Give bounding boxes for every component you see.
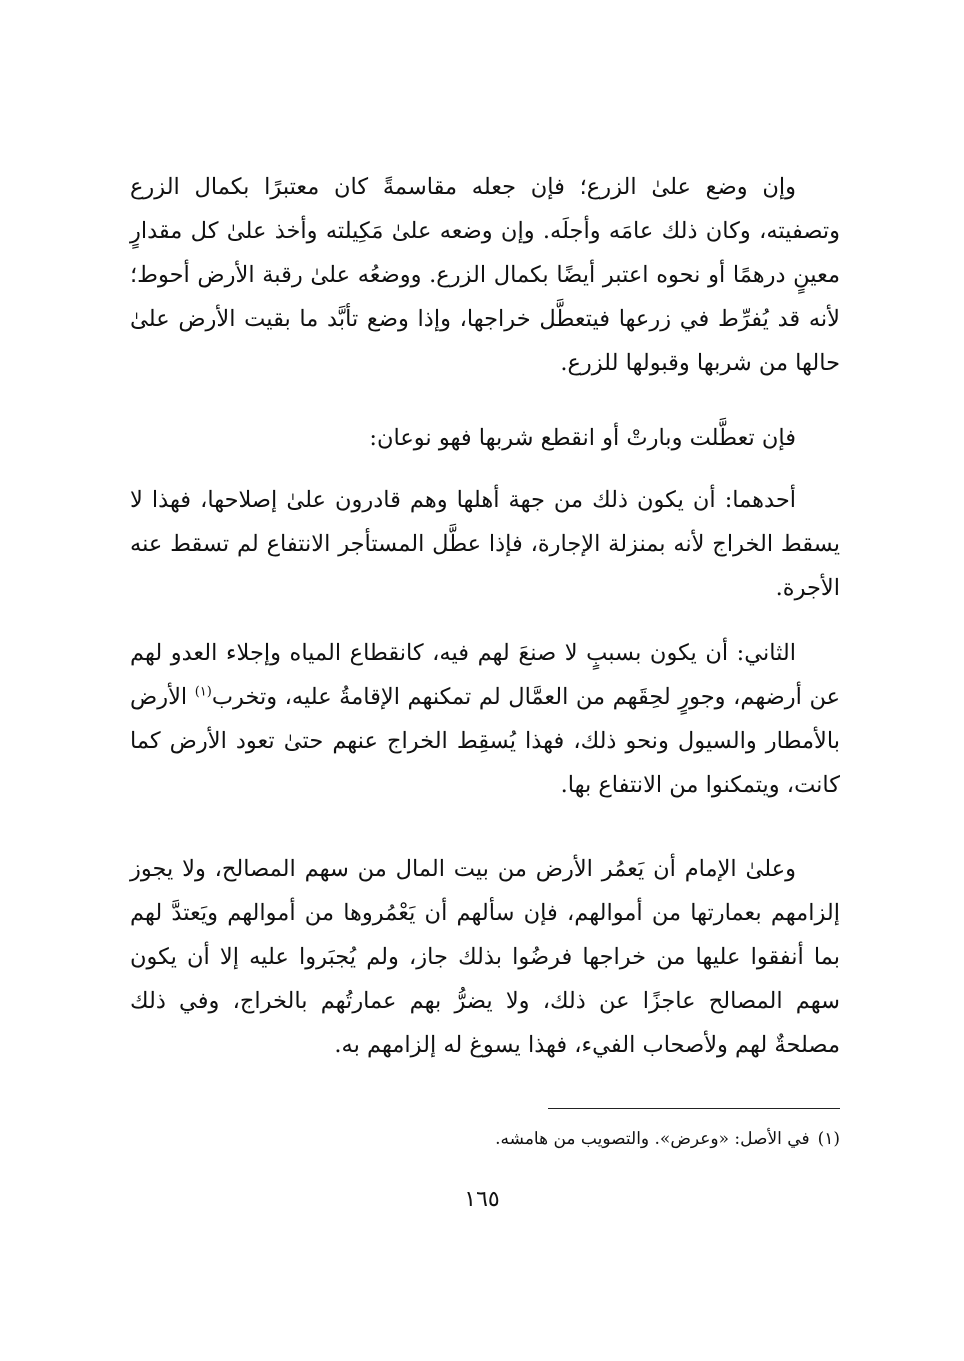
paragraph-5-text: وعلىٰ الإمام أن يَعمُر الأرض من بيت المال من سهم المصالح، ولا يجوز إلزامهم بعمارتها من أموالهم، فإن سألهم أن يَعْمُروها من أموالهم ويَعتدَّ لهم بما أنفقوا عليها من خراجها فرضُوا بذلك جاز، ولم يُجبَروا عليه إلا أن يكون سهم المصالح عاجزًا عن ذلك، ولا يضرُّ بهم عمارتُهم بالخراج، وفي ذلك مصلحةٌ لهم ولأصحاب الفيء، فهذا يسوغ له إلزامهم به. xyxy=(130,856,840,1058)
paragraph-1-text: وإن وضع علىٰ الزرع؛ فإن جعله مقاسمةً كان معتبرًا بكمال الزرع وتصفيته، وكان ذلك عامَه وأجلَه. وإن وضعه علىٰ مَكِيلته وأخذ علىٰ كل مقدارٍ معينٍ درهمًا أو نحوه اعتبر أيضًا بكمال الزرع. ووضعُه علىٰ رقبة الأرض أحوط؛ لأنه قد يُفرِّط في زرعها فيتعطَّل خراجها، وإذا وضع تأبَّد ما بقيت الأرض علىٰ حالها من شربها وقبولها للزرع. xyxy=(130,174,840,376)
paragraph-2-text: فإن تعطَّلت وبارتْ أو انقطع شربها فهو نوعان: xyxy=(369,425,796,451)
paragraph-3-text: أحدهما: أن يكون ذلك من جهة أهلها وهم قادرون علىٰ إصلاحها، فهذا لا يسقط الخراج لأنه بمنزلة الإجارة، فإذا عطَّل المستأجر الانتفاع لم تسقط عنه الأجرة. xyxy=(130,487,840,601)
footnote-reference[interactable]: (١) xyxy=(194,684,212,700)
page-number: ١٦٥ xyxy=(464,1187,500,1212)
footnote xyxy=(130,1124,840,1154)
paragraph-1 xyxy=(130,165,840,385)
paragraph-4-text-end: الأرض بالأمطار والسيول ونحو ذلك، فهذا يُسقِط الخراج عنهم حتىٰ تعود الأرض كما كانت، ويتمكنوا من الانتفاع بها. xyxy=(130,684,840,798)
paragraph-2 xyxy=(130,416,840,460)
paragraph-4-text-start: الثاني: أن يكون بسببٍ لا صنعَ لهم فيه، كانقطاع المياه وإجلاء العدو لهم عن أرضهم، وجورٍ لحِقَهم من العمَّال لم تمكنهم الإقامةُ عليه، وتخرب xyxy=(130,640,840,710)
footnote-text: في الأصل: «وعرض». والتصويب من هامشه. xyxy=(495,1129,810,1149)
footnote-divider xyxy=(548,1108,840,1109)
paragraph-5 xyxy=(130,847,840,1067)
paragraph-4 xyxy=(130,631,840,807)
paragraph-3 xyxy=(130,478,840,610)
footnote-marker: (١) xyxy=(817,1129,840,1149)
